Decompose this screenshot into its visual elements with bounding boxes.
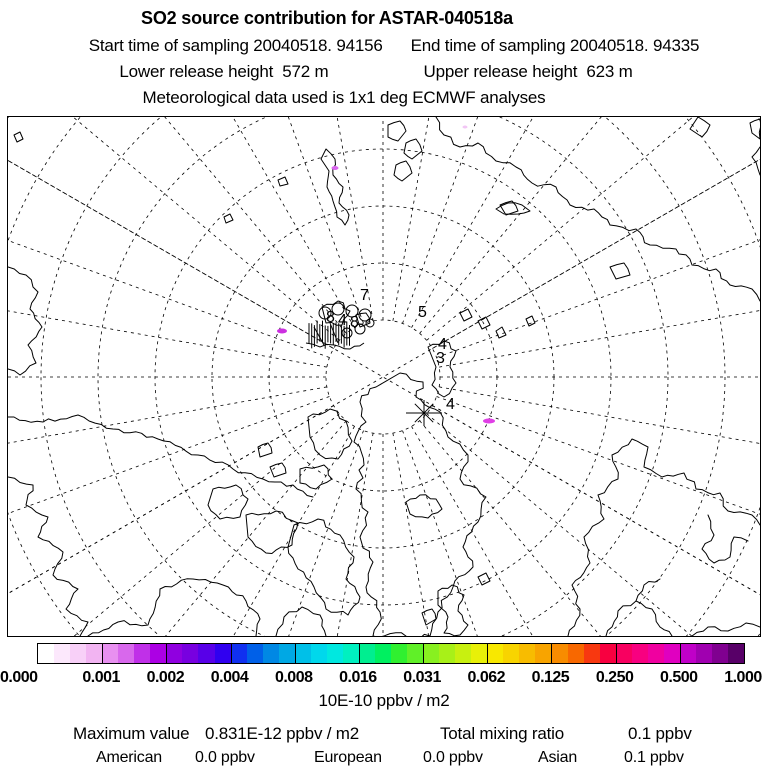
colorbar-cell bbox=[375, 644, 391, 663]
colorbar-cell bbox=[616, 644, 632, 663]
colorbar-cell bbox=[247, 644, 263, 663]
colorbar-division bbox=[166, 643, 167, 664]
so2-hotspot bbox=[332, 166, 339, 170]
graticule bbox=[8, 117, 760, 636]
stats-maximum-row bbox=[0, 724, 768, 744]
upper-release-text: Upper release height 623 m bbox=[423, 62, 633, 81]
colorbar-cell bbox=[423, 644, 439, 663]
colorbar-cell bbox=[150, 644, 166, 663]
colorbar-cell bbox=[215, 644, 231, 663]
colorbar-division bbox=[487, 643, 488, 664]
total-mixing-value: 0.1 ppbv bbox=[628, 724, 692, 743]
colorbar-cell bbox=[102, 644, 118, 663]
track-label: 7 bbox=[360, 287, 369, 304]
colorbar-cell bbox=[535, 644, 551, 663]
colorbar-cell bbox=[487, 644, 503, 663]
maximum-value-label: Maximum value bbox=[73, 724, 190, 743]
track-time-labels bbox=[326, 287, 455, 413]
colorbar-cell bbox=[632, 644, 648, 663]
colorbar-cell bbox=[38, 644, 54, 663]
colorbar-cell bbox=[503, 644, 519, 663]
colorbar-division bbox=[616, 643, 617, 664]
total-mixing-label: Total mixing ratio bbox=[440, 724, 564, 743]
region-label-european: European bbox=[314, 749, 382, 766]
colorbar-cell bbox=[728, 644, 744, 663]
colorbar-cell bbox=[568, 644, 584, 663]
track-label: 8 bbox=[326, 309, 335, 326]
colorbar-tick-label: 0.500 bbox=[660, 669, 698, 686]
colorbar-division bbox=[231, 643, 232, 664]
colorbar-cell bbox=[648, 644, 664, 663]
colorbar-cell bbox=[680, 644, 696, 663]
polar-map-svg bbox=[8, 117, 760, 636]
colorbar-division bbox=[102, 643, 103, 664]
stats-regions-row bbox=[0, 749, 768, 769]
region-label-asian: Asian bbox=[538, 749, 578, 766]
colorbar-tick-label: 0.062 bbox=[467, 669, 506, 686]
colorbar-cell bbox=[182, 644, 198, 663]
colorbar-cell bbox=[455, 644, 471, 663]
colorbar-tick-label: 0.002 bbox=[146, 669, 185, 686]
colorbar-tick-label: 0.001 bbox=[82, 669, 120, 686]
region-label-american: American bbox=[96, 749, 162, 766]
colorbar-tick-label: 0.125 bbox=[531, 669, 570, 686]
colorbar-cell bbox=[439, 644, 455, 663]
colorbar-cell bbox=[327, 644, 343, 663]
colorbar-cell bbox=[600, 644, 616, 663]
colorbar-cell bbox=[391, 644, 407, 663]
so2-hotspot bbox=[483, 419, 495, 424]
release-heights-row bbox=[0, 62, 760, 82]
meteo-data-text: Meteorological data used is 1x1 deg ECMWF analyses bbox=[142, 88, 546, 107]
colorbar-tick-label: 0.000 bbox=[0, 669, 38, 686]
figure-title: SO2 source contribution for ASTAR-040518a bbox=[141, 8, 513, 28]
track-label: 4 bbox=[438, 336, 447, 353]
colorbar-cell bbox=[359, 644, 375, 663]
colorbar-cell bbox=[311, 644, 327, 663]
colorbar-division bbox=[423, 643, 424, 664]
colorbar-tick-label: 0.031 bbox=[403, 669, 441, 686]
lower-release-text: Lower release height 572 m bbox=[119, 62, 329, 81]
colorbar-unit-label: 10E-10 ppbv / m2 bbox=[318, 691, 450, 710]
colorbar-tick-label: 0.008 bbox=[274, 669, 313, 686]
colorbar-cell bbox=[295, 644, 311, 663]
colorbar-cell bbox=[118, 644, 134, 663]
track-label: 8 bbox=[350, 314, 359, 331]
region-value-american: 0.0 ppbv bbox=[195, 749, 255, 766]
track-label: 3 bbox=[436, 350, 445, 367]
colorbar-cell bbox=[712, 644, 728, 663]
colorbar-cell bbox=[519, 644, 535, 663]
colorbar bbox=[37, 643, 745, 664]
colorbar-tick-label: 0.016 bbox=[339, 669, 377, 686]
colorbar-cell bbox=[263, 644, 279, 663]
colorbar-cell bbox=[231, 644, 247, 663]
colorbar-division bbox=[680, 643, 681, 664]
colorbar-cell bbox=[198, 644, 214, 663]
colorbar-cell bbox=[343, 644, 359, 663]
colorbar-cell bbox=[552, 644, 568, 663]
colorbar-tick-label: 1.000 bbox=[724, 669, 762, 686]
polar-map-panel bbox=[7, 116, 761, 637]
colorbar-cell bbox=[86, 644, 102, 663]
sampling-times-row bbox=[10, 36, 768, 56]
colorbar-cell bbox=[407, 644, 423, 663]
colorbar-cell bbox=[54, 644, 70, 663]
track-label: 5 bbox=[418, 304, 427, 321]
colorbar-tick-row bbox=[0, 669, 768, 687]
track-label: 4 bbox=[446, 396, 455, 413]
colorbar-division bbox=[359, 643, 360, 664]
so2-hotspot bbox=[277, 329, 287, 334]
colorbar-tick-label: 0.004 bbox=[210, 669, 249, 686]
track-label: 4 bbox=[338, 312, 347, 329]
end-time-text: End time of sampling 20040518. 94335 bbox=[410, 36, 700, 55]
colorbar-cell bbox=[70, 644, 86, 663]
colorbar-cell bbox=[279, 644, 295, 663]
region-value-european: 0.0 ppbv bbox=[423, 749, 483, 766]
colorbar-cell bbox=[696, 644, 712, 663]
colorbar-cell bbox=[134, 644, 150, 663]
colorbar-cell bbox=[584, 644, 600, 663]
coastlines bbox=[8, 117, 760, 636]
colorbar-tick-label: 0.250 bbox=[595, 669, 634, 686]
so2-hotspot bbox=[463, 126, 468, 129]
colorbar-division bbox=[295, 643, 296, 664]
maximum-value-text: 0.831E-12 ppbv / m2 bbox=[205, 724, 360, 743]
colorbar-cell bbox=[471, 644, 487, 663]
region-value-asian: 0.1 ppbv bbox=[624, 749, 684, 766]
colorbar-division bbox=[551, 643, 552, 664]
colorbar-cell bbox=[166, 644, 182, 663]
start-time-text: Start time of sampling 20040518. 94156 bbox=[88, 36, 383, 55]
colorbar-cell bbox=[664, 644, 680, 663]
